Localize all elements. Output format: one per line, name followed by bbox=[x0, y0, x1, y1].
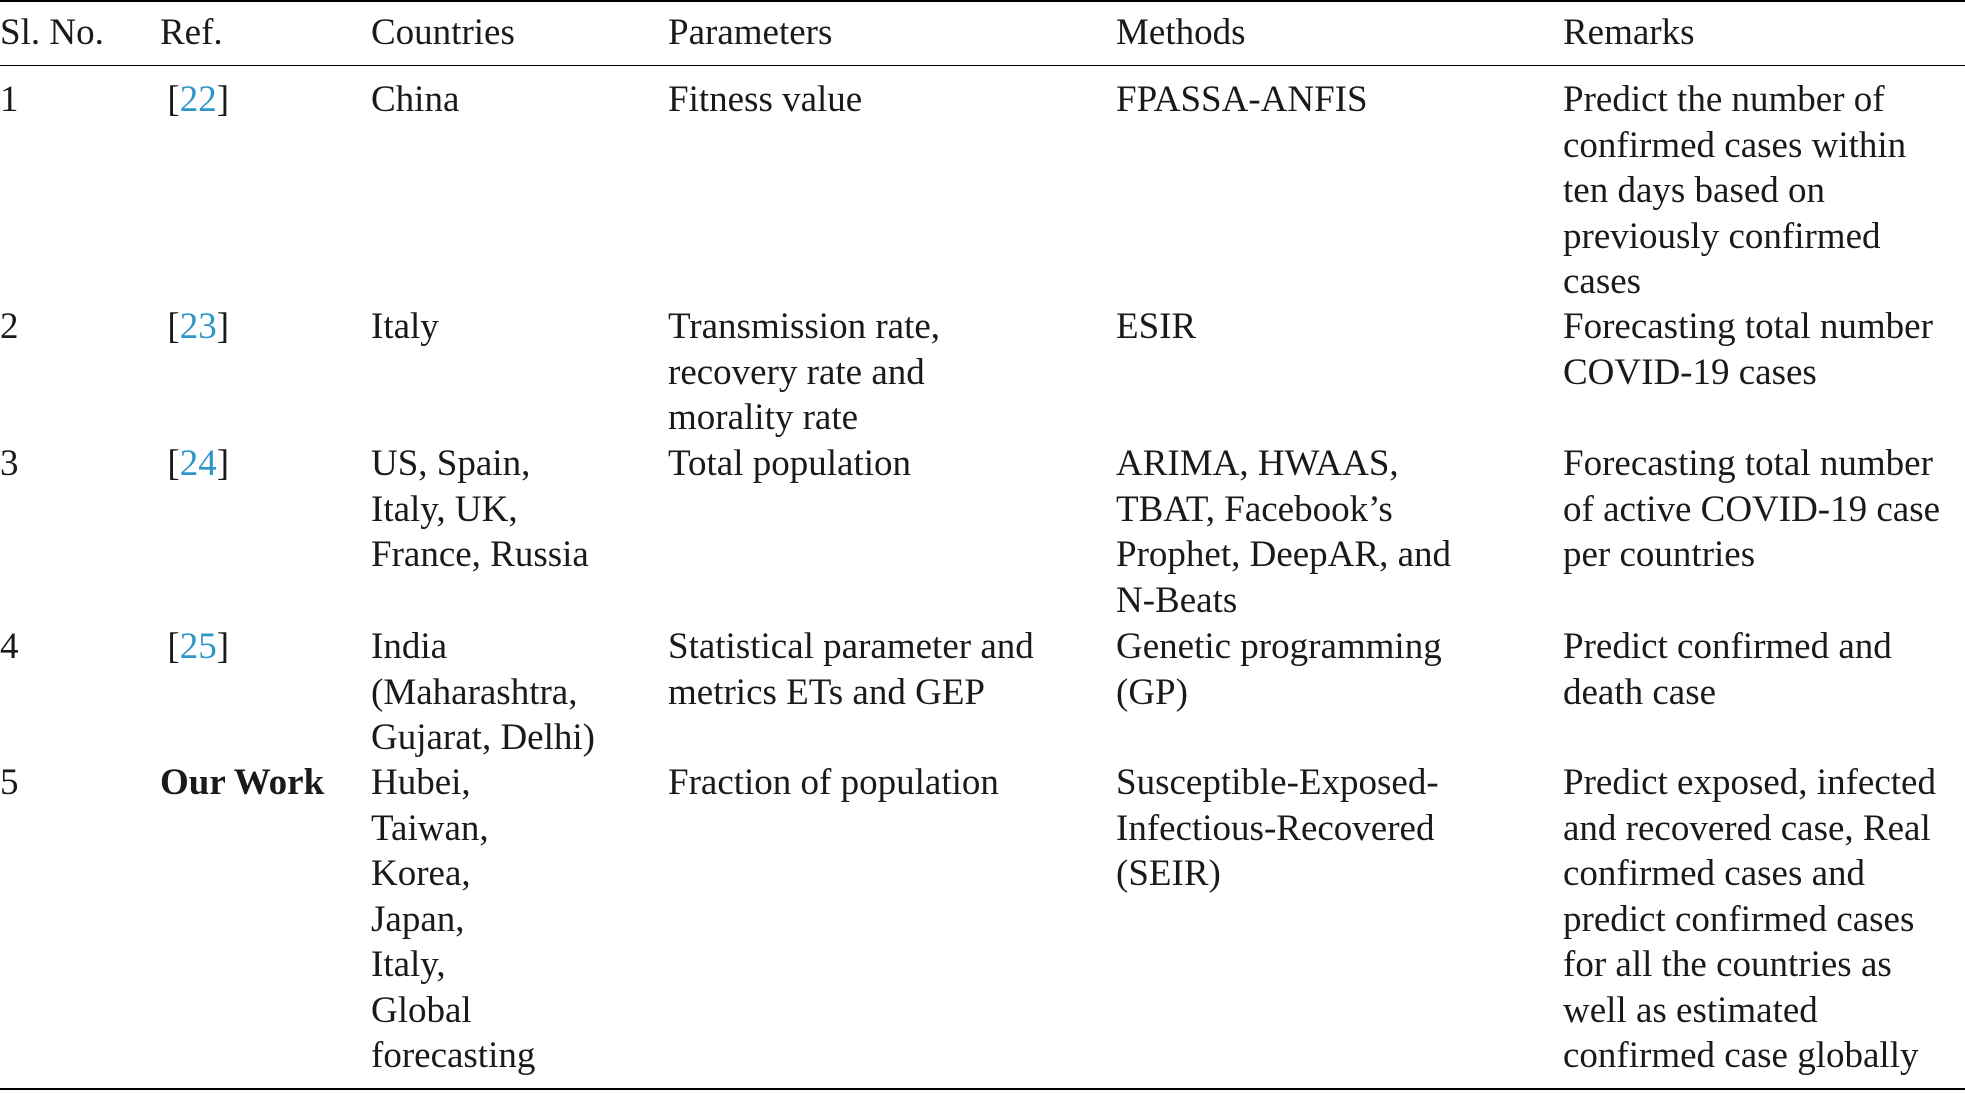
row-1-methods: FPASSA-ANFIS bbox=[1116, 79, 1368, 120]
table-top-rule bbox=[0, 0, 1965, 2]
ref-link-25[interactable]: 25 bbox=[179, 626, 217, 667]
row-1-remarks: Predict the number of confirmed cases within ten days based on previously confirmed cases bbox=[1563, 79, 1907, 302]
ref-link-23[interactable]: 23 bbox=[179, 306, 217, 347]
table-bottom-rule bbox=[0, 1088, 1965, 1090]
row-2-ref: [23] bbox=[160, 306, 230, 347]
row-3-parameters: Total population bbox=[668, 443, 912, 484]
row-4-sl-no: 4 bbox=[0, 626, 19, 667]
row-2-methods: ESIR bbox=[1116, 306, 1197, 347]
row-4-remarks: Predict confirmed and death case bbox=[1563, 626, 1892, 713]
row-2-parameters: Transmission rate, recovery rate and morality rate bbox=[668, 306, 941, 438]
row-1-parameters: Fitness value bbox=[668, 79, 863, 120]
row-5-methods: Susceptible-Exposed- Infectious-Recovered (SEIR) bbox=[1116, 762, 1439, 894]
row-3-remarks: Forecasting total number of active COVID-19 case per countries bbox=[1563, 443, 1941, 575]
row-3-countries: US, Spain, Italy, UK, France, Russia bbox=[371, 443, 589, 575]
header-ref: Ref. bbox=[160, 12, 223, 53]
row-3-sl-no: 3 bbox=[0, 443, 19, 484]
row-2-countries: Italy bbox=[371, 306, 439, 347]
row-5-countries: Hubei, Taiwan, Korea, Japan, Italy, Global forecasting bbox=[371, 762, 536, 1076]
row-2-remarks: Forecasting total number COVID-19 cases bbox=[1563, 306, 1933, 393]
row-5-sl-no: 5 bbox=[0, 762, 19, 803]
row-5-remarks: Predict exposed, infected and recovered case, Real confirmed cases and predict confirmed cases for all the countries as well as estimated confirmed case globally bbox=[1563, 762, 1936, 1076]
row-3-ref: [24] bbox=[160, 443, 230, 484]
header-countries: Countries bbox=[371, 12, 515, 53]
row-3-methods: ARIMA, HWAAS, TBAT, Facebook’s Prophet, DeepAR, and N-Beats bbox=[1116, 443, 1451, 621]
header-remarks: Remarks bbox=[1563, 12, 1695, 53]
row-4-ref: [25] bbox=[160, 626, 230, 667]
ref-link-22[interactable]: 22 bbox=[179, 79, 217, 120]
row-1-countries: China bbox=[371, 79, 460, 120]
row-5-ref: Our Work bbox=[160, 762, 325, 803]
row-1-sl-no: 1 bbox=[0, 79, 19, 120]
row-5-parameters: Fraction of population bbox=[668, 762, 999, 803]
header-methods: Methods bbox=[1116, 12, 1246, 53]
header-rule bbox=[0, 65, 1965, 66]
row-4-countries: India (Maharashtra, Gujarat, Delhi) bbox=[371, 626, 595, 758]
row-2-sl-no: 2 bbox=[0, 306, 19, 347]
header-sl-no: Sl. No. bbox=[0, 12, 104, 53]
row-4-parameters: Statistical parameter and metrics ETs and GEP bbox=[668, 626, 1034, 713]
header-parameters: Parameters bbox=[668, 12, 833, 53]
row-1-ref: [22] bbox=[160, 79, 230, 120]
ref-link-24[interactable]: 24 bbox=[179, 443, 217, 484]
row-4-methods: Genetic programming (GP) bbox=[1116, 626, 1442, 713]
